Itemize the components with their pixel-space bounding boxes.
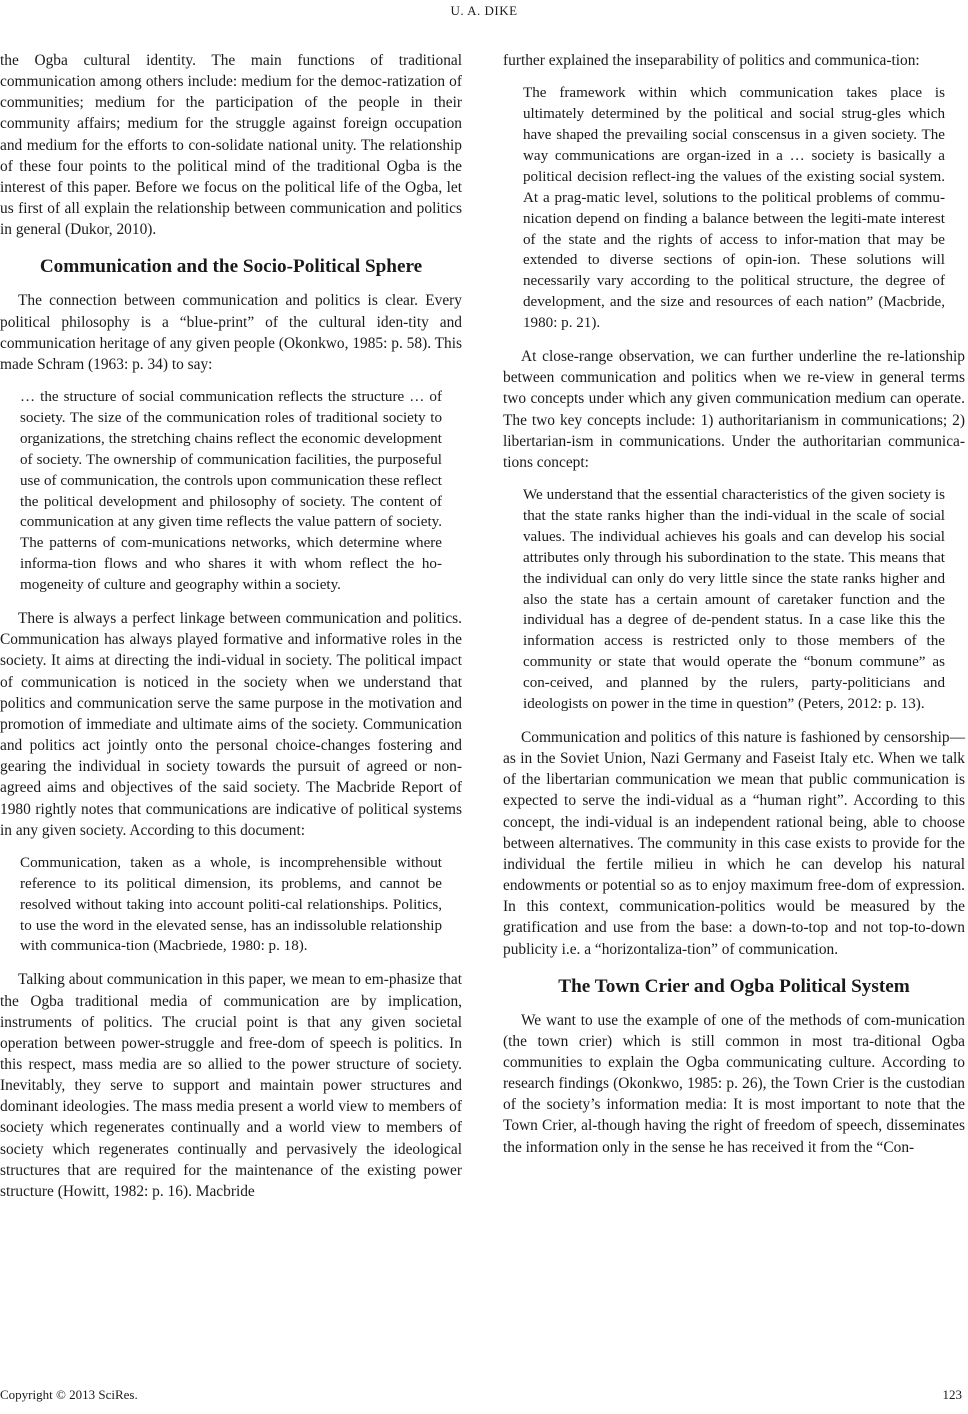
quote-text: … the structure of social communication reflects the structure … of society. The size of the communication roles of traditional society to organizations, the stretching chains reflect the economic development of society. The ownership of communication facilities, the purposeful use of communication, the controls upon communication these reflect the political development and philosophy of society. The content of communication at any given time reflects the value pattern of society. The patterns of com-munications networks, which determine where informa-tion flows and who shares it with whom reflect the ho-mogeneity of culture and geography within a society.: [20, 389, 442, 594]
left-column: [0, 50, 462, 1202]
block-quote: [20, 853, 442, 958]
right-column: [503, 50, 965, 1158]
block-quote: [523, 485, 945, 715]
section-heading: The Town Crier and Ogba Political System: [558, 975, 910, 997]
paragraph: We want to use the example of one of the methods of com-munication (the town crier) which is still common in most tra-ditional Ogba communities to explain the Ogba communicating culture. According to research findings (Okonkwo, 1985: p. 26), the Town Crier is the custodian of the society’s information media: It is most important to note that the Town Crier, al-though having the right of freedom of speech, disseminates the information only in the sense he has received it from the “Con-: [503, 1011, 965, 1156]
paragraph: The connection between communication and politics is clear. Every political philosophy is a “blue-print” of the cultural iden-tity and communication heritage of any given people (Okonkwo, 1985: p. 58). This made Schram (1963: p. 34) to say:: [0, 292, 462, 373]
paragraph: Communication and politics of this nature is fashioned by censorship—as in the Soviet Union, Nazi Germany and Faseist Italy etc. When we talk of the libertarian communication we mean that public communication is expected to serve the indi-vidual as a “human right”. According to this concept, the indi-vidual is an independent rational being, able to choose between alternatives. The community in this case exists to provide for the individual the fertile milieu in which he can develop his natural endowments or potential so as to enjoy maximum free-dom of expression. In this context, communication-politics would be measured by the gratification and use from the base: a down-to-top and not top-to-down publicity i.e. a “horizontaliza-tion” of communication.: [503, 728, 965, 958]
paragraph: There is always a perfect linkage between communication and politics. Communication has always played formative and informative roles in the society. It aims at directing the indi-vidual in society. The political impact of communication is noticed in the society when we understand that politics and communication serve the same purpose in the motivation and promotion of immediate and ultimate aims of the society. Communication and politics act jointly onto the personal choice-changes fostering and gearing the individual in society towards the pursuit of agreed or non-agreed aims and objectives of the said society. The Macbride Report of 1980 rightly notes that communications are indicative of political systems in any given society. According to this document:: [0, 610, 462, 839]
paragraph: the Ogba cultural identity. The main functions of traditional communication among others include: medium for the democ-ratization of communities; medium for the participation of the people in their community affairs; medium for the struggle against foreign occupation and medium for the efforts to con-solidate national unity. The relationship of these four points to the political mind of the traditional Ogba is the interest of this paper. Before we focus on the political life of the Ogba, let us first of all explain the relationship between communication and politics in general (Dukor, 2010).: [0, 52, 462, 239]
quote-text: We understand that the essential characteristics of the given society is that the state ranks higher than the indi-vidual in the scale of social values. The individual achieves his goals and can develop his social attributes only through his subordination to the state. This means that the individual can only do very little since the state ranks higher and also the state has a certain amount of caretaker function and the individual has a degree of de-pendent status. In a case like this the information access is restricted only to those members of the community or state that would operate the “bonum commune” as con-ceived, and planned by the rulers, party-politicians and ideologists on power in the time in question” (Peters, 2012: p. 13).: [523, 486, 945, 713]
paragraph: further explained the inseparability of politics and communica-tion:: [503, 52, 920, 69]
section-heading: Communication and the Socio-Political Sphere: [39, 256, 423, 278]
block-quote: [20, 387, 442, 596]
running-header: U. A. DIKE: [450, 3, 518, 18]
quote-text: Communication, taken as a whole, is incomprehensible without reference to its political dimension, its problems, and cannot be resolved without taking into account politi-cal relationships. Politics, to use the word in the elevated sense, has an indissoluble relationship with communica-tion (Macbriede, 1980: p. 18).: [20, 854, 442, 955]
page-number: 123: [942, 1387, 962, 1402]
paragraph: Talking about communication in this paper, we mean to em-phasize that the Ogba traditional media of communication are by implication, instruments of politics. The crucial point is that any given societal operation between power-struggle and free-dom of speech is politics. In this respect, mass media are so allied to the power structure of society. Inevitably, they serve to support and maintain power structures and dominant ideologies. The mass media present a world view to members of society which regenerates continually and a world view to members of society which regenerates continually and pervasively the ideological structures that are required for the maintenance of the existing power structure (Howitt, 1982: p. 16). Macbride: [0, 971, 462, 1200]
paragraph: At close-range observation, we can further underline the re-lationship between communication and politics when we re-view in general terms two concepts under which any given communication medium can operate. The two key concepts include: 1) authoritarianism in communications; 2) libertarian-ism in communications. Under the authoritarian communica-tions concept:: [503, 348, 965, 471]
quote-text: The framework within which communication takes place is ultimately determined by the political and social strug-gles which have shaped the prevailing social conscensus in a given society. The way communications are organ-ized in a … society is basically a political decision reflect-ing the values of the existing social system. At a prag-matic level, solutions to the political problems of commu-nication depend on finding a balance between the legiti-mate interest of the state and the rights of access to infor-mation that may be extended to diverse sections of opin-ion. These solutions will necessarily vary according to the political structure, the degree of development, and the size and resources of each nation” (Macbride, 1980: p. 21).: [523, 85, 945, 332]
block-quote: [523, 83, 945, 334]
copyright-footer: Copyright © 2013 SciRes.: [0, 1387, 138, 1402]
